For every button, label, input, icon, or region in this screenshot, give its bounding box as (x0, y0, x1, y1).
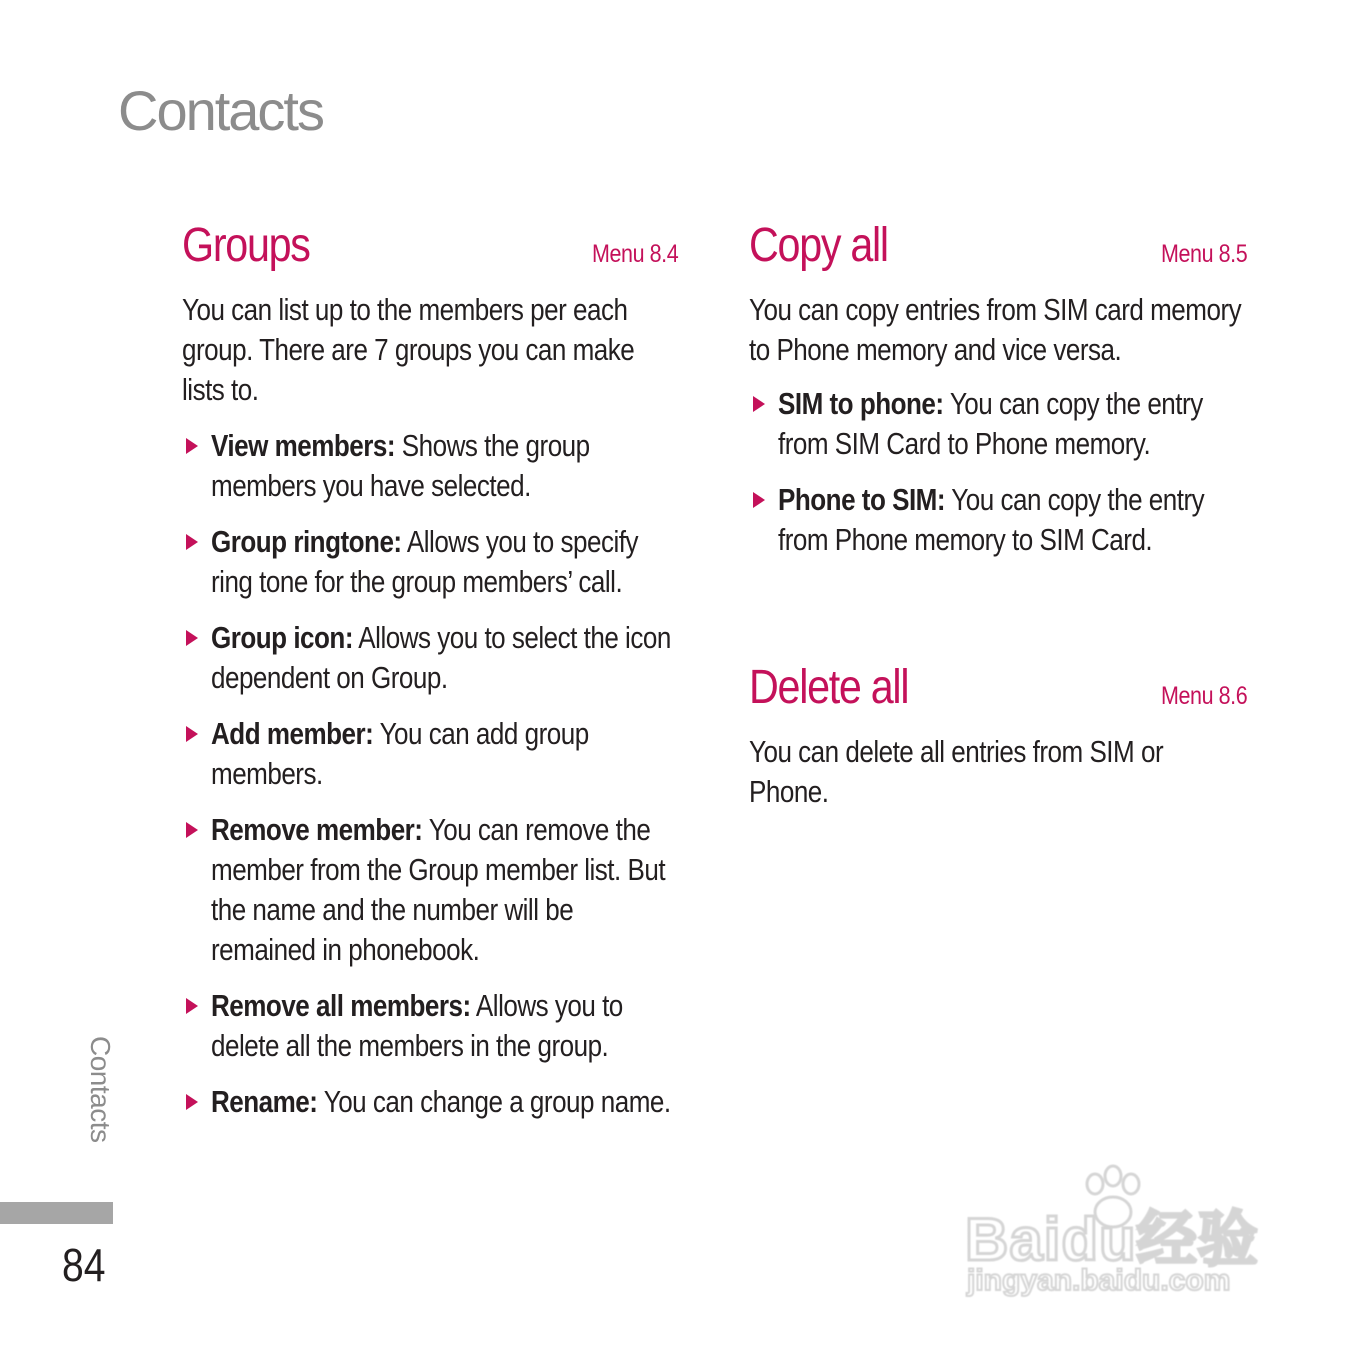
triangle-bullet-icon (753, 492, 765, 508)
triangle-bullet-icon (186, 438, 198, 454)
page-tab-bar (0, 1202, 113, 1224)
item-description: You can remove the member from the Group member list. But the name and the number will be remained in phonebook. (211, 812, 666, 967)
item-term: View members: (211, 428, 396, 463)
delete-all-section (749, 660, 1247, 812)
triangle-bullet-icon (186, 630, 198, 646)
triangle-bullet-icon (186, 1094, 198, 1110)
triangle-bullet-icon (186, 998, 198, 1014)
item-term: Add member: (211, 716, 374, 751)
groups-section (182, 218, 678, 1178)
groups-menu-number: Menu 8.4 (591, 240, 678, 268)
triangle-bullet-icon (186, 822, 198, 838)
copy-all-menu-number: Menu 8.5 (1160, 240, 1247, 268)
copy-all-title: Copy all (749, 219, 888, 272)
list-item (182, 426, 678, 522)
item-term: Remove all members: (211, 988, 471, 1023)
triangle-bullet-icon (753, 396, 765, 412)
item-description: Allows you to select the icon dependent on Group. (211, 620, 671, 695)
list-item (749, 384, 1247, 480)
side-chapter-label: Contacts (85, 1036, 116, 1143)
item-description: You can change a group name. (317, 1084, 671, 1119)
item-term: Remove member: (211, 812, 423, 847)
groups-list (182, 426, 678, 1178)
list-item (182, 618, 678, 714)
copy-all-intro: You can copy entries from SIM card memory to Phone memory and vice versa. (749, 292, 1242, 367)
delete-all-intro: You can delete all entries from SIM or Phone. (749, 734, 1164, 809)
item-term: Group icon: (211, 620, 353, 655)
item-description: You can copy the entry from SIM Card to Phone memory. (778, 386, 1203, 461)
item-description: You can copy the entry from Phone memory to SIM Card. (778, 482, 1205, 557)
item-description: Allows you to specify ring tone for the group members’ call. (211, 524, 639, 599)
triangle-bullet-icon (186, 726, 198, 742)
item-description: Allows you to delete all the members in the group. (211, 988, 623, 1063)
list-item (182, 522, 678, 618)
item-term: Rename: (211, 1084, 318, 1119)
page-number: 84 (62, 1239, 106, 1291)
watermark-url: jingyan.baidu.com (967, 1264, 1231, 1297)
baidu-watermark (965, 1160, 1280, 1310)
list-item (182, 714, 678, 810)
list-item (749, 480, 1247, 576)
item-term: Phone to SIM: (778, 482, 946, 517)
copy-all-section (749, 218, 1247, 576)
item-term: Group ringtone: (211, 524, 402, 559)
list-item (182, 986, 678, 1082)
item-description: You can add group members. (211, 716, 589, 791)
item-description: Shows the group members you have selected. (211, 428, 590, 503)
triangle-bullet-icon (186, 534, 198, 550)
page-header: Contacts (118, 79, 323, 142)
groups-title: Groups (182, 219, 310, 272)
copy-all-list (749, 384, 1247, 576)
delete-all-menu-number: Menu 8.6 (1160, 682, 1247, 710)
item-term: SIM to phone: (778, 386, 944, 421)
watermark-brand: Baidu经验 (965, 1206, 1259, 1273)
list-item (182, 810, 678, 986)
groups-intro: You can list up to the members per each group. There are 7 groups you can make lists to. (182, 292, 635, 407)
list-item (182, 1082, 678, 1178)
delete-all-title: Delete all (749, 661, 909, 714)
